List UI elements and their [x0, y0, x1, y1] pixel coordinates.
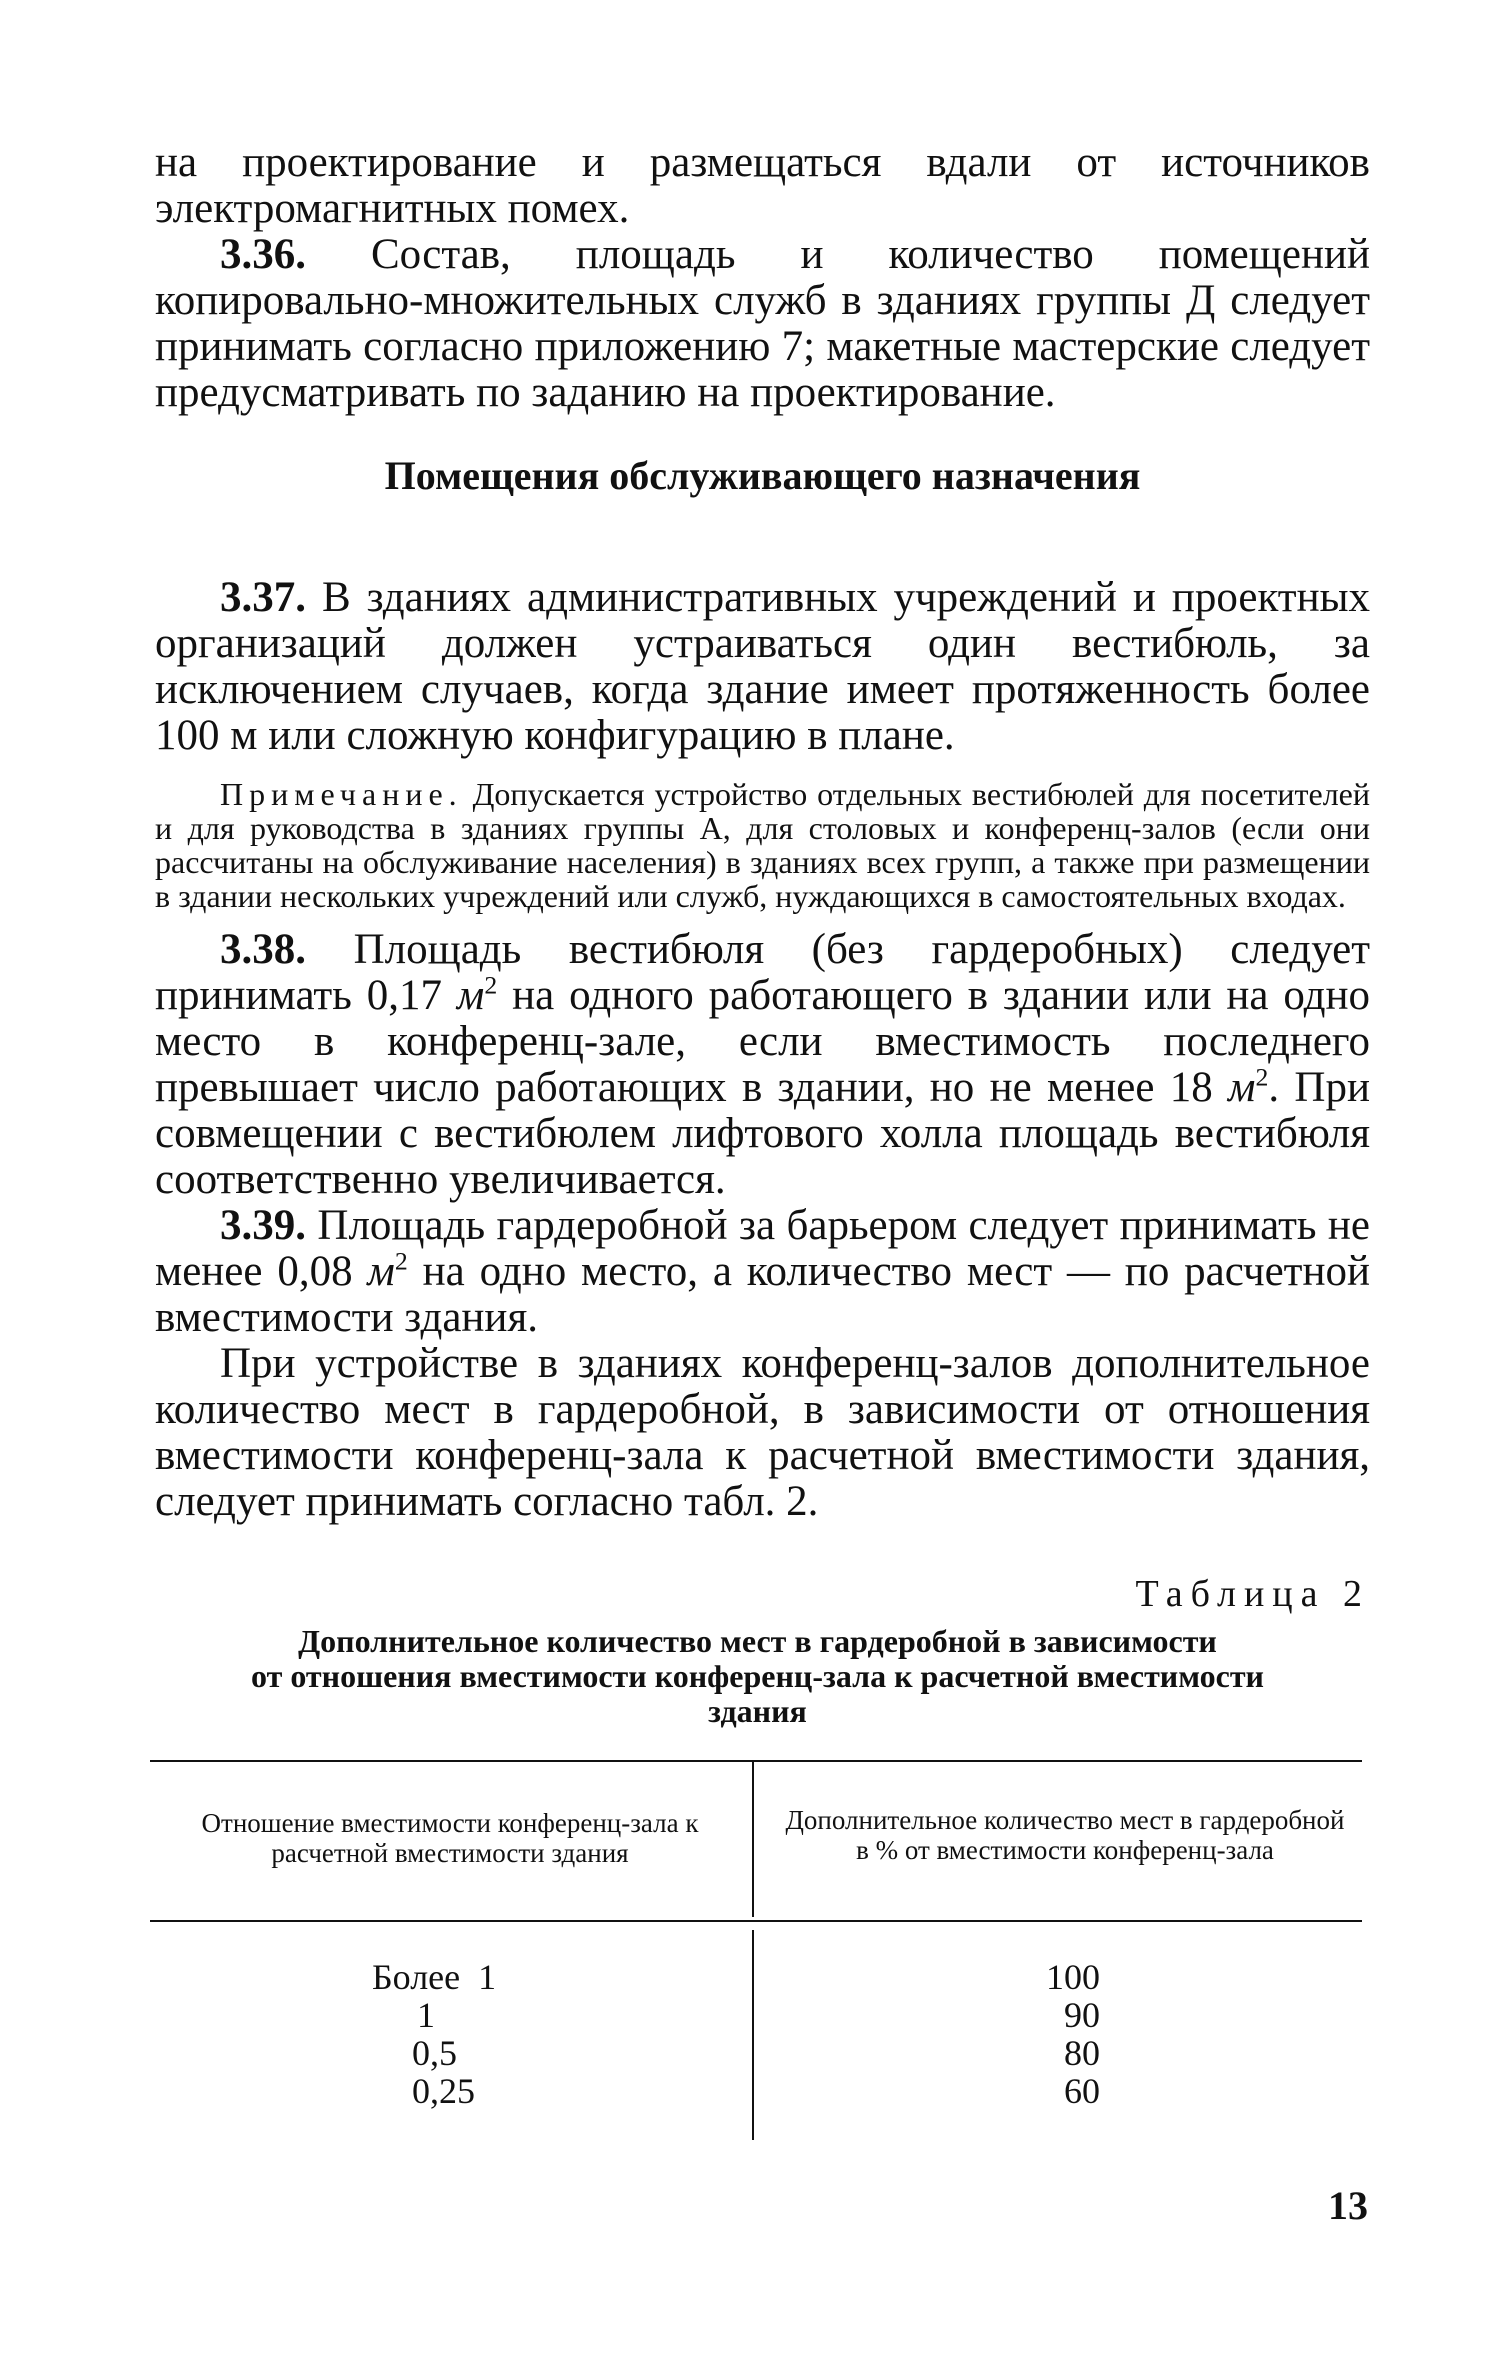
clause-text-a: Площадь гардеробной за барьером следует принимать не менее 0,08 — [155, 1202, 1370, 1295]
section-heading: Помещения обслуживающего назначения — [384, 453, 1141, 498]
clause-number: 3.36. — [220, 231, 306, 278]
table-title-line: от отношения вместимости конференц-зала к расчетной вместимости — [251, 1658, 1264, 1694]
table-cell: 100 — [1046, 1957, 1100, 1997]
clause-number: 3.38. — [220, 926, 306, 973]
paragraph-3-36 — [155, 232, 1370, 416]
clause-number: 3.37. — [220, 574, 306, 621]
superscript: 2 — [484, 970, 498, 1000]
table-header-rule — [150, 1920, 1362, 1922]
clause-text: В зданиях административных учреждений и проектных организаций должен устраиваться один вестибюль, за исключением случаев, когда здание имеет протяженность более 100 м или сложную конфигурацию в плане. — [155, 574, 1370, 759]
paragraph-continuation: на проектирование и размещаться вдали от источников электромагнитных помех. — [155, 139, 1370, 232]
body-text-main — [155, 575, 1370, 1525]
table-cell: 80 — [1064, 2033, 1100, 2073]
paragraph-3-39 — [155, 1203, 1370, 1341]
table-cell: 0,5 — [412, 2033, 457, 2073]
clause-text-c: . При совмещении с вестибюлем лифтового холла площадь вестибюля соответственно увеличивается. — [155, 1064, 1370, 1203]
clause-text-b: на одно место, а количество мест — по расчетной вместимости здания. — [155, 1248, 1370, 1341]
table-cell: 60 — [1064, 2071, 1100, 2111]
paragraph-3-39-cont: При устройстве в зданиях конференц-залов дополнительное количество мест в гардеробной, в зависимости от отношения вместимости конференц-зала к расчетной вместимости здания, следует принимать согласно табл. 2. — [155, 1340, 1370, 1525]
table-label: Таблица 2 — [1135, 1573, 1370, 1615]
unit-m: м — [367, 1248, 395, 1295]
note-paragraph — [155, 777, 1370, 913]
superscript: 2 — [1255, 1062, 1269, 1092]
table-header-divider — [752, 1762, 754, 1917]
table-header-col1: Отношение вместимости конференц-зала к расчетной вместимости здания — [201, 1808, 699, 1868]
table-title — [140, 1624, 1375, 1729]
paragraph-3-37 — [155, 575, 1370, 759]
clause-text: Состав, площадь и количество помещений копировально-множительных служб в зданиях группы Д следует принимать согласно приложению 7; макетные мастерские следует предусматривать по заданию на проектирование. — [155, 231, 1370, 416]
unit-m: м — [456, 972, 485, 1019]
table-title-line: здания — [708, 1693, 807, 1729]
note-label: Примечание. — [220, 776, 463, 812]
clause-text-b: на одного работающего в здании или на одно место в конференц-зале, если вместимость последнего превышает число работающих в здании, но не менее 18 — [155, 972, 1370, 1111]
table-cell: 1 — [417, 1995, 435, 2035]
superscript: 2 — [394, 1246, 408, 1276]
note-text: Допускается устройство отдельных вестибюлей для посетителей и для руководства в зданиях группы А, для столовых и конференц-залов (если они рассчитаны на обслуживание населения) в зданиях всех групп, а также при размещении в здании нескольких учреждений или служб, нуждающихся в самостоятельных входах. — [155, 776, 1370, 914]
clause-number: 3.39. — [220, 1202, 306, 1249]
table-header-col2: Дополнительное количество мест в гардеробной в % от вместимости конференц-зала — [785, 1805, 1345, 1865]
clause-text-a: Площадь вестибюля (без гардеробных) следует принимать 0,17 — [155, 926, 1370, 1019]
table-cell: 0,25 — [412, 2071, 475, 2111]
body-text-top — [155, 140, 1370, 416]
table-cell: 90 — [1064, 1995, 1100, 2035]
table-title-line: Дополнительное количество мест в гардеробной в зависимости — [298, 1623, 1217, 1659]
table-col1-values — [372, 1958, 496, 2110]
table-body-divider — [752, 1930, 754, 2140]
table-top-rule — [150, 1760, 1362, 1762]
table-cell: Более 1 — [372, 1957, 497, 1997]
table-col2-values — [1020, 1958, 1100, 2110]
paragraph-3-38 — [155, 927, 1370, 1203]
page-number: 13 — [1328, 2183, 1368, 2228]
unit-m: м — [1228, 1064, 1256, 1111]
